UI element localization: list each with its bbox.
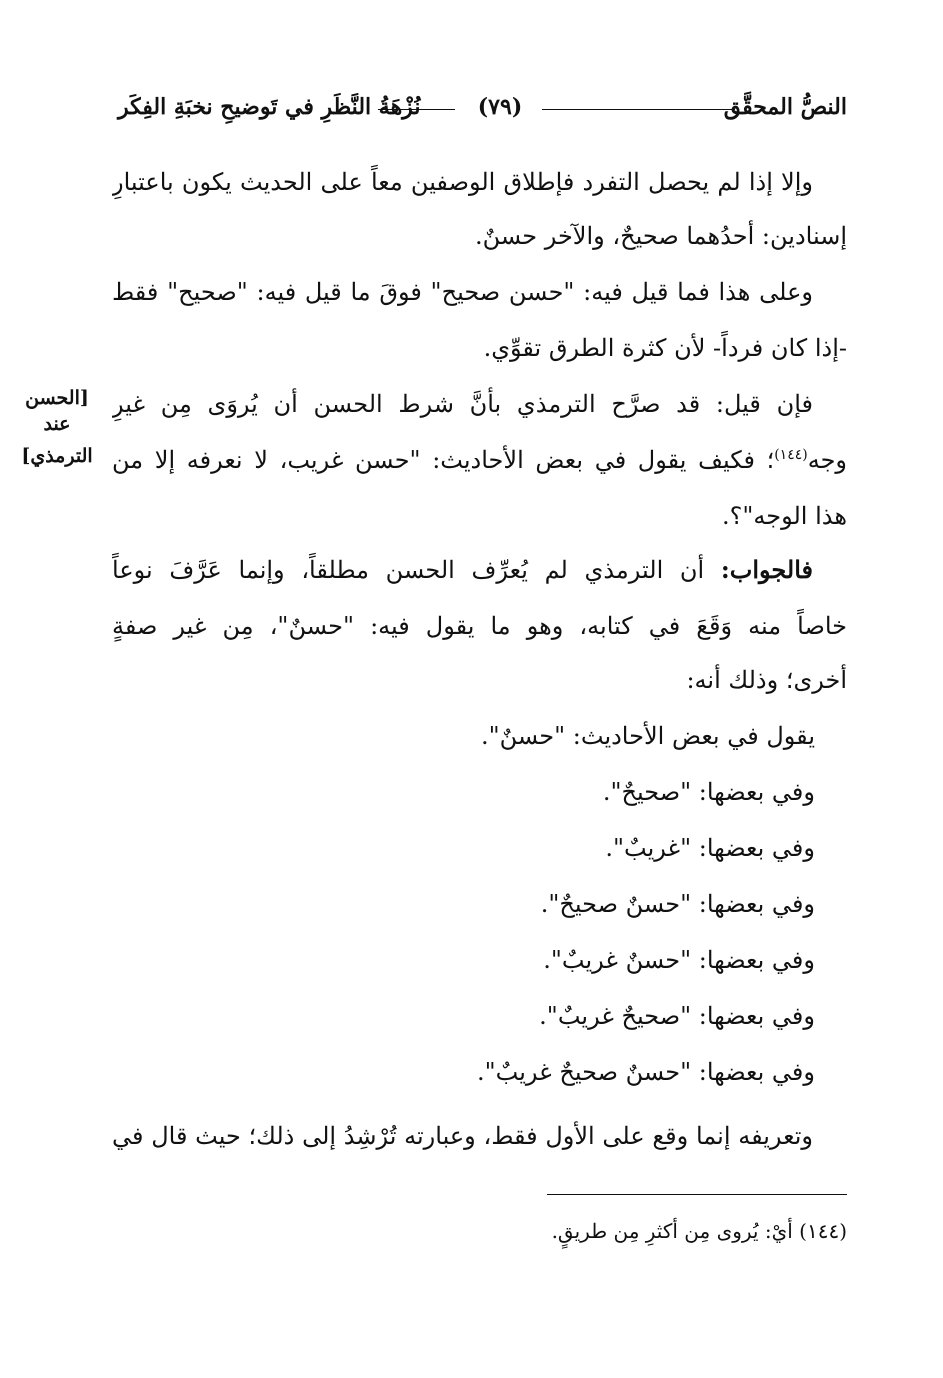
paragraph-3-line-2-end: ؛ فكيف يقول في بعض الأحاديث: "حسن غريب، لا نعرفه إلا من — [112, 446, 775, 474]
footnote-text: (١٤٤) أيْ: يُروى مِن أكثرِ مِن طريقٍ. — [551, 1219, 847, 1243]
footnote-reference: (١٤٤) — [774, 447, 808, 463]
list-item: يقول في بعض الأحاديث: "حسنٌ". — [480, 722, 815, 750]
paragraph-4-line-3: أخرى؛ وذلك أنه: — [686, 666, 847, 694]
paragraph-1-line-1: وإلا إذا لم يحصل التفرد فإطلاق الوصفين معاً على الحديث يكون باعتبارِ — [112, 168, 813, 196]
footnote-rule — [547, 1194, 847, 1195]
paragraph-2-line-2: -إذا كان فرداً- لأن كثرة الطرق تقوِّي. — [483, 334, 847, 362]
page-number: (٧٩) — [477, 94, 523, 120]
header-rule-right — [542, 109, 735, 110]
paragraph-3-line-3: هذا الوجه"؟. — [721, 502, 847, 530]
paragraph-1-line-2: إسنادين: أحدُهما صحيحٌ، والآخر حسنٌ. — [474, 222, 847, 250]
list-item: وفي بعضها: "صحيحٌ غريبٌ". — [539, 1002, 815, 1030]
paragraph-4-line-1-rest: أن الترمذي لم يُعرِّف الحسن مطلقاً، وإنما عَرَّفَ نوعاً — [112, 556, 721, 584]
section-title: النصُّ المحقَّق — [723, 94, 847, 120]
list-item: وفي بعضها: "حسنٌ غريبٌ". — [543, 946, 815, 974]
paragraph-3-line-1: فإن قيل: قد صرَّح الترمذي بأنَّ شرط الحسن أن يُروَى مِن غيرِ — [112, 390, 813, 418]
answer-lead: فالجواب: — [720, 555, 814, 584]
list-item: وفي بعضها: "صحيحٌ". — [602, 778, 815, 806]
paragraph-5-line-1: وتعريفه إنما وقع على الأول فقط، وعبارته تُرْشِدُ إلى ذلك؛ حيث قال في — [112, 1122, 813, 1150]
list-item: وفي بعضها: "حسنٌ صحيحٌ غريبٌ". — [477, 1058, 815, 1086]
paragraph-3-line-2-start: وجه — [807, 446, 847, 474]
list-item: وفي بعضها: "حسنٌ صحيحٌ". — [540, 890, 815, 918]
paragraph-4-line-1 — [112, 542, 847, 598]
paragraph-3-line-2 — [112, 432, 847, 488]
list-item: وفي بعضها: "غريبٌ". — [605, 834, 815, 862]
paragraph-4-line-2: خاصاً منه وَقَعَ في كتابه، وهو ما يقول فيه: "حسنٌ"، مِن غير صفةٍ — [112, 612, 847, 640]
margin-note-line-3: الترمذي] — [21, 445, 93, 467]
paragraph-2-line-1: وعلى هذا فما قيل فيه: "حسن صحيح" فوقَ ما قيل فيه: "صحيح" فقط — [112, 278, 813, 306]
margin-note-line-2: عند — [43, 413, 71, 435]
margin-note-line-1: [الحسن — [25, 387, 89, 409]
book-title: نُزْهَةُ النَّظَرِ في تَوضيحِ نخبَةِ الفِكَر — [118, 94, 421, 120]
